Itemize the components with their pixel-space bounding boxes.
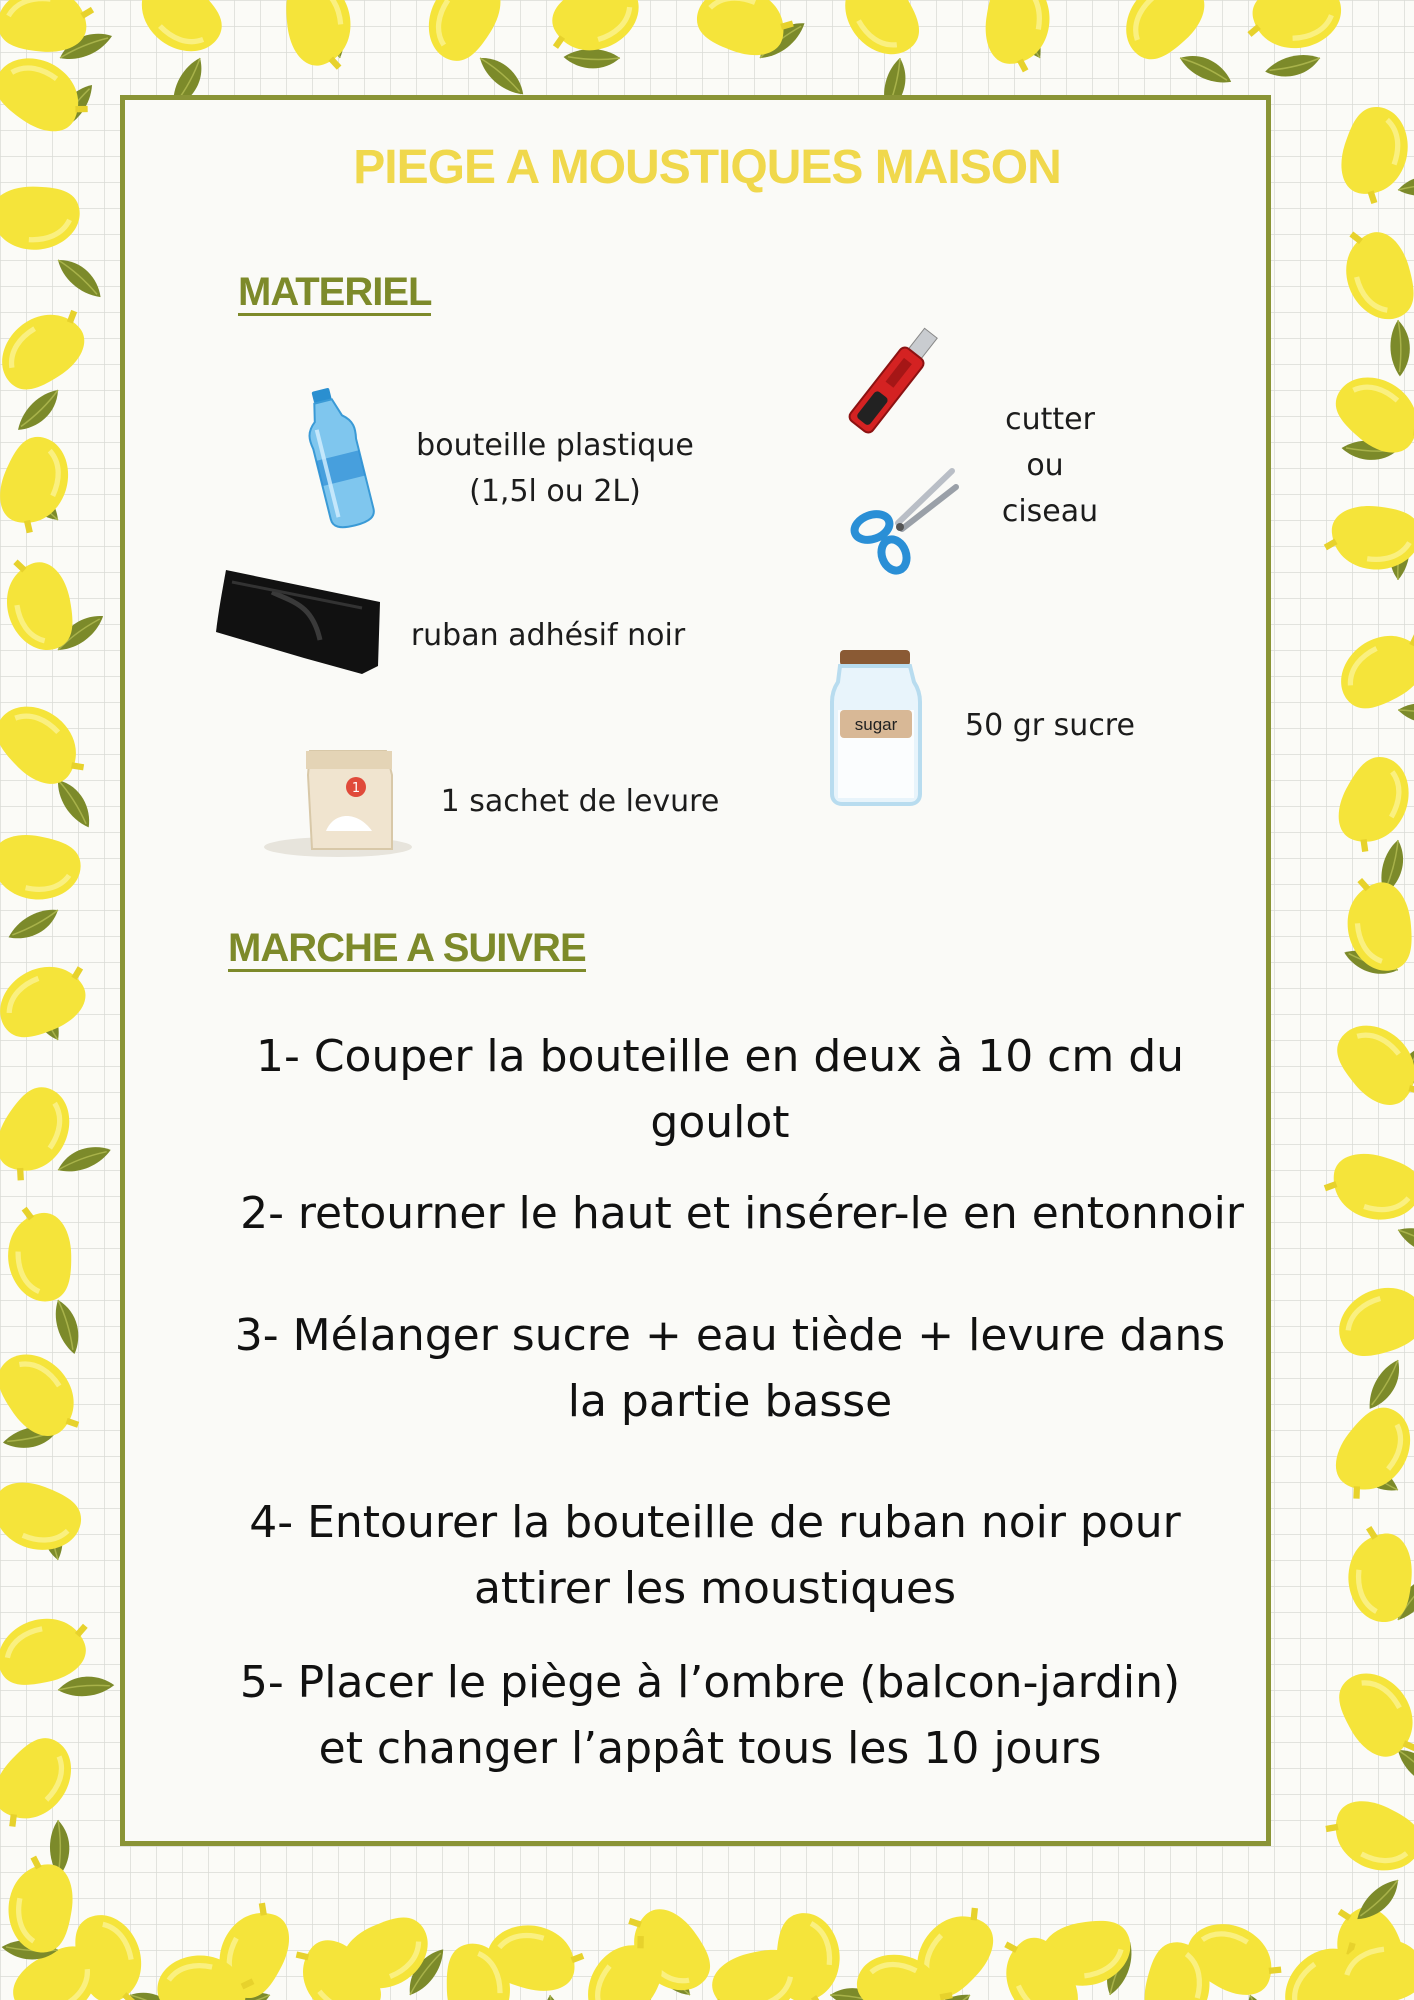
- step-1: 1- Couper la bouteille en deux à 10 cm du goulot: [255, 1031, 1185, 1148]
- bottle-label: bouteille plastique (1,5l ou 2L): [416, 428, 694, 509]
- svg-text:1: 1: [351, 781, 361, 796]
- yeast-label: 1 sachet de levure: [440, 784, 720, 819]
- step-2: 2- retourner le haut et insérer-le en entonnoir: [240, 1188, 1244, 1239]
- step-5: 5- Placer le piège à l’ombre (balcon-jardin) et changer l’appât tous les 10 jours: [239, 1657, 1181, 1774]
- step-4: 4- Entourer la bouteille de ruban noir pour attirer les moustiques: [249, 1497, 1181, 1614]
- tape-label: ruban adhésif noir: [410, 618, 686, 653]
- marche-heading: MARCHE A SUIVRE: [228, 926, 586, 970]
- water-bottle-icon: [300, 385, 380, 530]
- cutter-label: cutter ou ciseau: [1001, 402, 1099, 529]
- jar-label: sugar: [854, 715, 898, 734]
- cutter-knife-icon: [842, 330, 952, 445]
- black-tape-icon: [212, 562, 382, 677]
- materiel-heading: MATERIEL: [238, 270, 432, 314]
- page-title: PIEGE A MOUSTIQUES MAISON: [353, 141, 1061, 194]
- step-3: 3- Mélanger sucre + eau tiède + levure dans la partie basse: [234, 1310, 1226, 1427]
- sugar-jar-icon: [826, 648, 926, 806]
- yeast-sachet-icon: [262, 745, 412, 860]
- sugar-label: 50 gr sucre: [965, 708, 1135, 743]
